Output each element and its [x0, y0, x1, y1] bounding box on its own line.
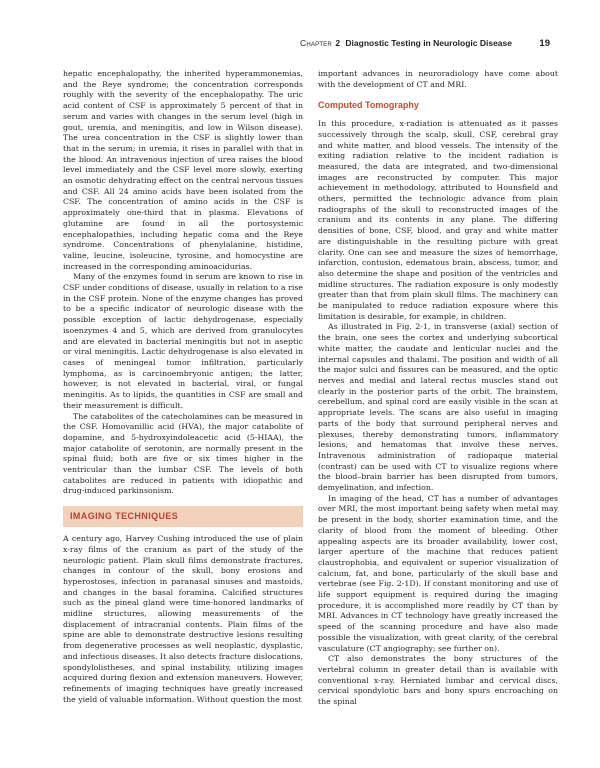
- paragraph: CT also demonstrates the bony structures of the vertebral column in greater detail than is available with conventional x-ray. Herniated lumbar and cervical discs, cervical spondylotic bars and bony spurs encroaching on the spinal: [318, 654, 558, 707]
- paragraph: A century ago, Harvey Cushing introduced the use of plain x-ray films of the cranium as part of the study of the neurologic patient. Plain skull films demonstrate fractures, changes in contour of the skull, bony erosions and hyperostoses, infection in paranasal sinuses and mastoids, and changes in the basal foramina. Calcified structures such as the pineal gland were time-honored landmarks of midline structures, allowing measurements of the displacement of intracranial contents. Plain films of the spine are able to demonstrate destructive lesions resulting from degenerative processes as well neoplastic, dysplastic, and infectious diseases. It also detects fracture dislocations, spondylolistheses, and spinal instability, utilizing images acquired during flexion and extension maneuvers. However, refinements of imaging techniques have greatly increased the yield of valuable information. Without question the most: [63, 534, 303, 704]
- paragraph: Many of the enzymes found in serum are known to rise in CSF under conditions of disease, usually in relation to a rise in the CSF protein. None of the enzyme changes has proved to be a specific indicator of neurologic disease with the possible exception of lactic dehydrogenase, especially isoenzymes 4 and 5, which are derived from granulocytes and are elevated in bacterial meningitis but not in aseptic or viral meningitis. Lactic dehydrogenase is also elevated in cases of meningeal tumor infiltration, particularly lymphoma, as is carcinoembryonic antigen; the latter, however, is not elevated in bacterial, viral, or fungal meningitis. As to lipids, the quantities in CSF are small and their measurement is difficult.: [63, 272, 303, 410]
- chapter-label: Chapter: [300, 38, 332, 48]
- section-heading-imaging: IMAGING TECHNIQUES: [63, 506, 303, 527]
- right-column: [318, 69, 558, 708]
- left-column: [63, 69, 303, 705]
- page-number: 19: [539, 38, 550, 49]
- running-head: [300, 38, 512, 48]
- chapter-number: 2: [335, 38, 341, 48]
- paragraph: important advances in neuroradiology have come about with the development of CT and MRI.: [318, 69, 558, 89]
- paragraph: hepatic encephalopathy, the inherited hyperammonemias, and the Reye syndrome; the concentration corresponds roughly with the severity of the encephalopathy. The uric acid content of CSF is approximately 5 percent of that in serum and varies with changes in the serum level (high in gout, uremia, and meningitis, and low in Wilson disease). The urea concentration in the CSF is slightly lower than that in the serum; in uremia, it rises in parallel with that in the blood. An intravenous injection of urea raises the blood level immediately and the CSF level more slowly, exerting an osmotic dehydrating effect on the central nervous tissues and CSF. All 24 amino acids have been isolated from the CSF. The concentration of amino acids in the CSF is approximately one-third that in plasma. Elevations of glutamine are found in all the portosystemic encephalopathies, including hepatic coma and the Reye syndrome. Concentrations of phenylalanine, histidine, valine, leucine, isoleucine, tyrosine, and homocystine are increased in the corresponding aminoacidurias.: [63, 69, 303, 271]
- running-header: [0, 38, 600, 52]
- paragraph: In imaging of the head, CT has a number of advantages over MRI, the most important being safety when metal may be present in the body, shorter examination time, and the clarity of blood from the moment of bleeding. Other appealing aspects are its broader availability, lower cost, larger aperture of the machine that reduces patient claustrophobia, and equivalent or superior visualization of calcium, fat, and bone, particularly of the skull base and vertebrae (see Fig. 2-1D). If constant monitoring and use of life support equipment is required during the imaging procedure, it is accomplished more readily by CT than by MRI. Advances in CT technology have greatly increased the speed of the scanning procedure and have also made possible the visualization, with great clarity, of the cerebral vasculature (CT angiography; see further on).: [318, 493, 558, 653]
- paragraph: In this procedure, x-radiation is attenuated as it passes successively through the scalp, skull, CSF, cerebral gray and white matter, and blood vessels. The intensity of the exiting radiation relative to the incident radiation is measured, the data are integrated, and two-dimensional images are reconstructed by computer. This major achievement in methodology, attributed to Hounsfield and others, permitted the technologic advance from plain radiographs of the skull to reconstructed images of the cranium and its contents in any plane. The differing densities of bone, CSF, blood, and gray and white matter are distinguishable in the resulting picture with great clarity. One can see and measure the sizes of hemorrhage, infarction, contusion, edematous brain, abscess, tumor, and also determine the shape and position of the ventricles and midline structures. The radiation exposure is only modestly greater than that from plain skull films. The machinery can be manipulated to reduce radiation exposure where this limitation is desirable, for example, in children.: [318, 119, 558, 321]
- chapter-title: Diagnostic Testing in Neurologic Disease: [345, 38, 512, 48]
- paragraph: The catabolites of the catecholamines can be measured in the CSF. Homovanillic acid (HVA), the major catabolite of dopamine, and 5-hydroxyindoleacetic acid (5-HIAA), the major catabolite of serotonin, are normally present in the spinal fluid; both are five or six times higher in the ventricular than the lumbar CSF. The levels of both catabolites are reduced in patients with idiopathic and drug-induced parkinsonism.: [63, 411, 303, 496]
- section-heading-ct: Computed Tomography: [318, 100, 419, 111]
- paragraph: As illustrated in Fig. 2-1, in transverse (axial) section of the brain, one sees the cortex and underlying subcortical white matter, the caudate and lenticular nuclei and the internal capsules and thalami. The position and width of all the major sulci and fissures can be measured, and the optic nerves and medial and lateral rectus muscles stand out clearly in the posterior parts of the orbit. The brainstem, cerebellum, and spinal cord are easily visible in the scan at appropriate levels. The scans are also useful in imaging parts of the body that surround peripheral nerves and plexuses, thereby demonstrating tumors, inflammatory lesions, and hematomas that involve these nerves. Intravenous administration of radiopaque material (contrast) can be used with CT to visualize regions where the blood–brain barrier has been disrupted from tumors, demyelination, and infection.: [318, 322, 558, 493]
